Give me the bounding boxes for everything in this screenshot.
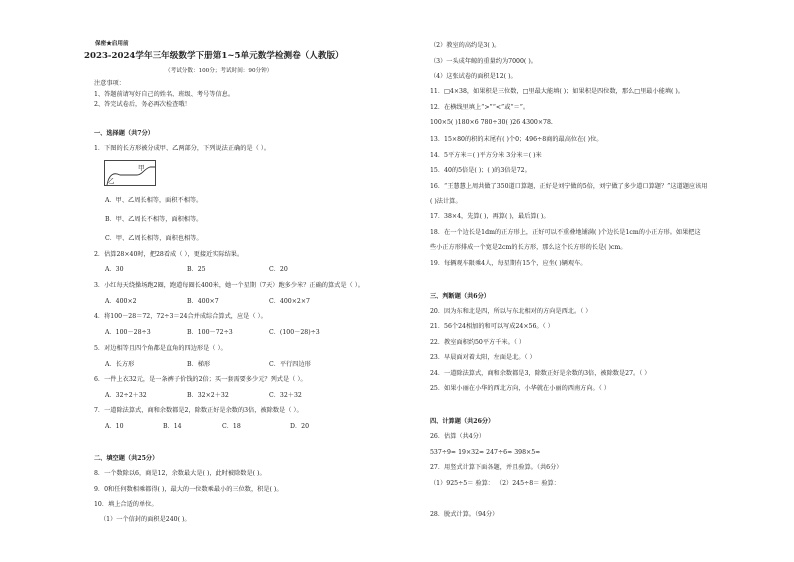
question-14: 14．5平方米＝( )平方分米 3分米＝( )米 — [430, 152, 542, 159]
secret-label: 保密★启用前 — [95, 41, 129, 47]
question-28: 28．脱式计算。（94分） — [430, 511, 499, 518]
question-15: 15．40的5倍是( )；( )的3倍是72。 — [430, 167, 531, 174]
option: B．100－72÷3 — [187, 329, 233, 336]
option: A．100－28÷3 — [105, 329, 151, 336]
section-heading: 二、填空题（共25分） — [94, 455, 159, 462]
option: A．400×2 — [105, 298, 137, 305]
question-27-items: （1）925÷5＝ 验算： （2）245÷8＝ 验算： — [430, 480, 560, 487]
rectangle-figure-svg — [104, 160, 156, 186]
question-20: 20．因为东和北是四，所以与东北相对的方向是西北。（ ） — [430, 308, 592, 315]
option: A．长方形 — [105, 361, 135, 368]
option: B．25 — [187, 266, 206, 273]
option: A．10 — [105, 423, 124, 430]
question-10-item: （4）这张试卷的面积是12( )。 — [430, 73, 517, 80]
question-27: 27．用竖式计算下面各题，并且验算。（共6分） — [430, 464, 563, 471]
option: A．甲、乙周长相等，面积不相等。 — [105, 197, 203, 204]
question-17: 17．38×4，先算( )，再算( )，最后算( )。 — [430, 213, 550, 220]
question-12: 12．在横线里填上“>”“<”或“＝”。 — [430, 104, 530, 111]
section-heading: 一、选择题（共7分） — [94, 130, 154, 137]
question-16-cont: ( )法计算。 — [430, 198, 462, 205]
question-10-item: （3）一头成年鲸的重量约为7000( )。 — [430, 58, 537, 65]
question-10-item: （2）教室的高约是3( )。 — [430, 42, 501, 49]
figure-label-jia: 甲 — [138, 164, 145, 172]
exam-info: （考试分数：100分；考试时间：90分钟） — [165, 68, 273, 74]
question-4: 4．将100－28＝72，72÷3＝24合并成综合算式，应是（ ）。 — [94, 313, 267, 320]
notice-item: 1、答题前请写好自己的姓名、班级、考号等信息。 — [94, 91, 235, 98]
question-11: 11．□4×38，如果积是三位数，□里最大能填( )；如果积是四位数，那么□里最小能填( )。 — [430, 88, 684, 95]
option: B．400×7 — [187, 298, 219, 305]
question-19: 19．每辆观车限乘4人，每星期有15个，应坐( )辆观车。 — [430, 260, 587, 267]
option: C．20 — [269, 266, 288, 273]
option: B．甲、乙周长不相等，面积相等。 — [105, 216, 203, 223]
option: B．32×2＋32 — [187, 392, 229, 399]
question-16: 16．“王慧慧上周共做了350道口算题，正好是刘宁做的5倍，刘宁做了多少道口算题？”这道题应该用 — [430, 183, 708, 190]
option: B．14 — [163, 423, 182, 430]
question-6: 6．一件上衣32元，是一条裤子价钱的2倍；买一套需要多少元？列式是（ ）。 — [94, 376, 307, 383]
question-26: 26．估算（共4分） — [430, 433, 486, 440]
notice-heading: 注意事项： — [94, 80, 125, 87]
question-1: 1．下图的长方形被分成甲、乙两部分，下列说法正确的是（ ）。 — [94, 145, 271, 152]
question-18-cont: 些小正方形排成一个宽是2cm的长方形，那么这个长方形的长是( )cm。 — [430, 244, 627, 251]
figure-label-yi: 乙 — [108, 177, 115, 185]
question-12-items: 100×5( )180×6 780÷30( )26 4300×78. — [430, 119, 553, 126]
question-25: 25．如果小丽在小华的西北方向，小华就在小丽的西南方向。（ ） — [430, 385, 610, 392]
question-8: 8．一个数除以6，商是12，余数最大是( )，此时被除数是( )。 — [94, 470, 266, 477]
section-heading: 四、计算题（共26分） — [430, 418, 495, 425]
option: D．20 — [290, 423, 310, 430]
notice-item: 2、答完试卷后，务必再次检查哦！ — [94, 101, 191, 108]
question-21: 21．56个24相加的和可以写成24×56。（ ） — [430, 323, 554, 330]
question-7: 7．一道除法算式，商和余数都是2，除数正好是余数的3倍，被除数是（ ）。 — [94, 407, 303, 414]
page-title: 2023-2024学年三年级数学下册第1~5单元数学检测卷（人教版） — [84, 51, 344, 61]
option: C．18 — [222, 423, 241, 430]
question-18: 18．在一个边长是1dm的正方形上，正好可以不重叠地铺满( )个边长是1cm的小正方形。如果把这 — [430, 229, 701, 236]
option: C．400×2×7 — [269, 298, 310, 305]
option: C．32＋32 — [269, 392, 302, 399]
question-23: 23．早晨面对着太阳，左面是北。（ ） — [430, 354, 536, 361]
option: B．梯形 — [187, 361, 211, 368]
question-9: 9．0和任何数相乘都得( )，最大的一位数乘最小的三位数，积是( )。 — [94, 486, 283, 493]
question-3: 3．小红每天绕操场跑2圈，跑道每圈长400米，她一个星期（7天）跑多少米？正确的算式是（ ）。 — [94, 282, 364, 289]
question-22: 22．教室面积约50平方千米。（ ） — [430, 339, 526, 346]
question-10-item: （1）一个信封的面积是240( )。 — [100, 516, 191, 523]
rectangle-figure — [104, 160, 156, 186]
question-13: 13．15×80的积的末尾有( )个0；496÷8商的最高位在( )位。 — [430, 136, 603, 143]
question-5: 5．对边相等且四个角都是直角的四边形是（ ）。 — [94, 345, 227, 352]
question-10: 10．填上合适的单位。 — [94, 501, 158, 508]
question-26-items: 537÷9≈ 19×32≈ 247÷6≈ 398×5≈ — [430, 449, 541, 456]
option: C．(100－28)÷3 — [269, 329, 320, 336]
option: C．平行四边形 — [269, 361, 311, 368]
option: A．30 — [105, 266, 124, 273]
option: A．32÷2＋32 — [105, 392, 147, 399]
question-24: 24．一道除法算式，商和余数都是3，除数正好是余数的3倍，被除数是27。（ ） — [430, 370, 651, 377]
option: C．甲、乙周长相等，面积也相等。 — [105, 235, 203, 242]
section-heading: 三、判断题（共6分） — [430, 293, 490, 300]
question-2: 2．估算28×40时，把28看成（ ），更接近实际结果。 — [94, 251, 244, 258]
